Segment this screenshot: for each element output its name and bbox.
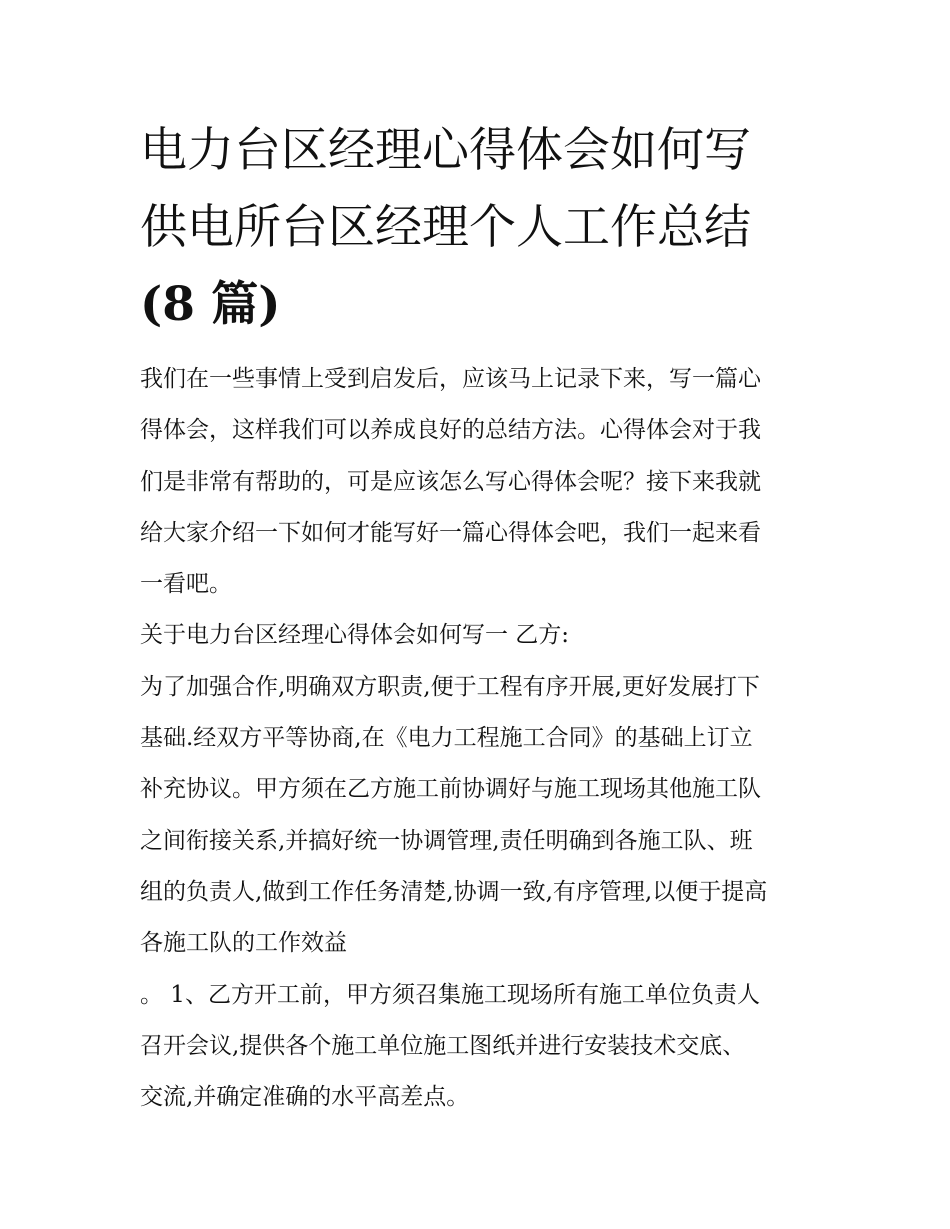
title-line: 供电所台区经理个人工作总结 — [140, 200, 751, 255]
body-line: 召开会议,提供各个施工单位施工图纸并进行安装技术交底、 — [140, 1032, 746, 1059]
document-body — [140, 354, 830, 1123]
body-line: 交流,并确定准确的水平高差点。 — [140, 1084, 470, 1111]
body-line: 我们在一些事情上受到启发后，应该马上记录下来，写一篇心 — [140, 366, 761, 392]
title-line: (8 篇) — [140, 277, 281, 332]
body-line: 。 1、乙方开工前，甲方须召集施工现场所有施工单位负责人 — [140, 981, 760, 1008]
body-line: 之间衔接关系,并搞好统一协调管理,责任明确到各施工队、班 — [140, 827, 753, 854]
body-line: 为了加强合作,明确双方职责,便于工程有序开展,更好发展打下 — [140, 673, 760, 700]
title-line: 电力台区经理心得体会如何写 — [140, 123, 751, 178]
body-line: 组的负责人,做到工作任务清楚,协调一致,有序管理,以便于提高 — [140, 878, 768, 905]
body-line: 补充协议。甲方须在乙方施工前协调好与施工现场其他施工队 — [140, 776, 761, 803]
body-line: 一看吧。 — [140, 571, 232, 598]
body-line: 得体会，这样我们可以养成良好的总结方法。心得体会对于我 — [140, 417, 761, 444]
body-line: 基础.经双方平等协商,在《电力工程施工合同》的基础上订立 — [140, 725, 753, 752]
body-line: 给大家介绍一下如何才能写好一篇心得体会吧，我们一起来看 — [140, 519, 761, 546]
section-heading-line: 关于电力台区经理心得体会如何写一 乙方: — [140, 622, 570, 649]
body-line: 各施工队的工作效益 — [140, 930, 347, 957]
body-line: 们是非常有帮助的，可是应该怎么写心得体会呢？接下来我就 — [140, 468, 761, 495]
document-title — [140, 112, 830, 343]
